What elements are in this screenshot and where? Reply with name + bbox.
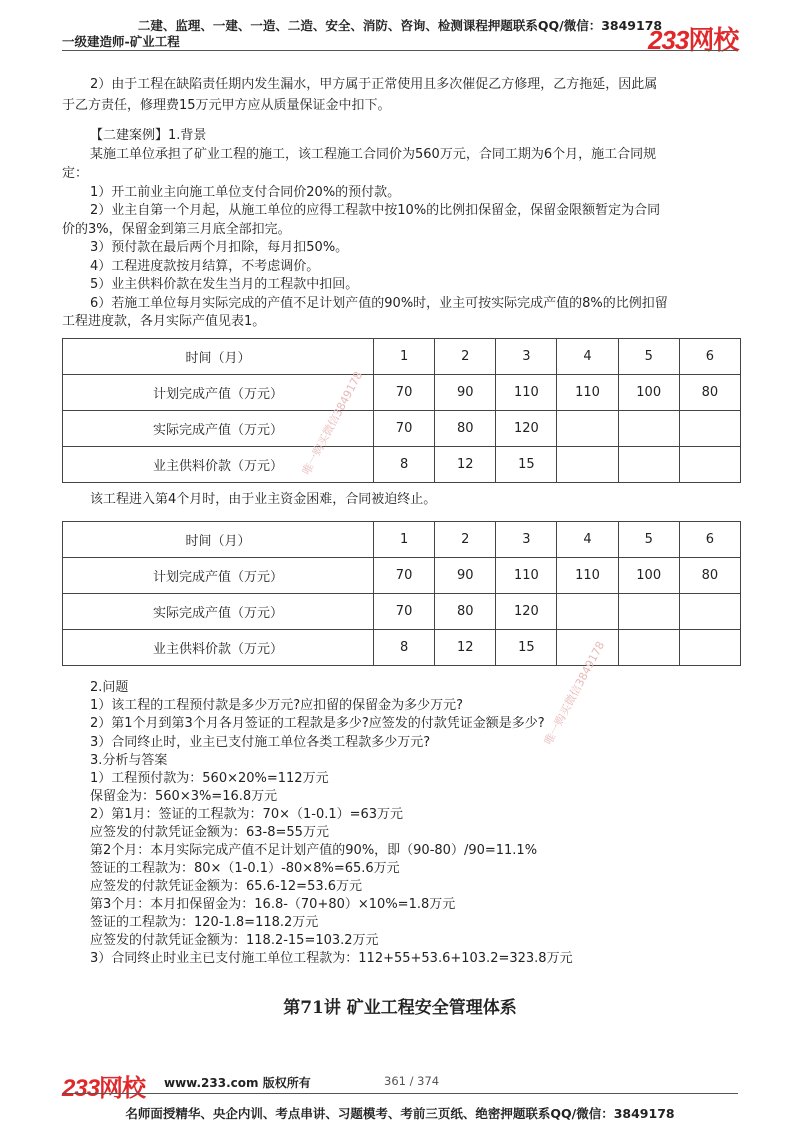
background-line: 3）预付款在最后两个月扣除，每月扣50%。 [90, 240, 349, 255]
table-cell: 1 [374, 339, 435, 375]
page-number: 361 / 374 [384, 1074, 440, 1088]
qa-line: 应签发的付款凭证金额为：118.2-15=103.2万元 [90, 933, 379, 948]
table-cell: 120 [496, 594, 557, 630]
table-cell: 2 [435, 522, 496, 558]
footer-divider [62, 1093, 738, 1094]
table-cell: 110 [557, 558, 618, 594]
table-row [63, 411, 741, 447]
table-cell: 5 [618, 339, 679, 375]
table-cell: 80 [435, 594, 496, 630]
watermark: 唯一购买微信3849178 [299, 369, 366, 478]
table-cell [557, 447, 618, 483]
table-cell: 70 [374, 375, 435, 411]
table-cell: 12 [435, 447, 496, 483]
background-line: 定： [62, 166, 89, 181]
table-cell: 90 [435, 375, 496, 411]
table-cell: 计划完成产值（万元） [63, 558, 374, 594]
footer-site[interactable]: www.233.com 版权所有 [164, 1076, 311, 1090]
table-row [63, 447, 741, 483]
table-cell: 90 [435, 558, 496, 594]
table-cell: 时间（月） [63, 522, 374, 558]
table-row [63, 558, 741, 594]
background-line: 5）业主供料价款在发生当月的工程款中扣回。 [90, 277, 359, 292]
case-heading: 【二建案例】1.背景 [90, 128, 207, 143]
table-cell: 业主供料价款（万元） [63, 630, 374, 666]
table-cell: 70 [374, 594, 435, 630]
table-cell [679, 447, 740, 483]
table-cell [557, 594, 618, 630]
table-cell: 业主供料价款（万元） [63, 447, 374, 483]
background-line: 价的3%，保留金到第三月底全部扣完。 [62, 222, 291, 237]
qa-line: 1）工程预付款为：560×20%=112万元 [90, 771, 329, 786]
output-value-table [62, 338, 741, 483]
qa-line: 1）该工程的工程预付款是多少万元?应扣留的保留金为多少万元? [90, 698, 464, 713]
table-row [63, 594, 741, 630]
qa-line: 2.问题 [90, 680, 129, 695]
table-cell [618, 630, 679, 666]
table-cell: 70 [374, 411, 435, 447]
table-cell: 3 [496, 522, 557, 558]
table-cell: 80 [679, 558, 740, 594]
header-logo [648, 20, 738, 57]
qa-line: 第2个月：本月实际完成产值不足计划产值的90%，即（90-80）/90=11.1% [90, 843, 538, 858]
table-cell: 110 [496, 558, 557, 594]
background-line: 工程进度款，各月实际产值见表1。 [62, 314, 266, 329]
table-cell: 8 [374, 447, 435, 483]
table-cell: 8 [374, 630, 435, 666]
table-cell: 12 [435, 630, 496, 666]
qa-line: 签证的工程款为：120-1.8=118.2万元 [90, 915, 319, 930]
qa-line: 保留金为：560×3%=16.8万元 [90, 789, 278, 804]
table-cell [679, 630, 740, 666]
table-cell [618, 411, 679, 447]
background-line: 6）若施工单位每月实际完成的产值不足计划产值的90%时，业主可按实际完成产值的8%的比例扣留 [90, 296, 668, 311]
intro-line-1: 2）由于工程在缺陷责任期内发生漏水，甲方属于正常使用且多次催促乙方修理，乙方拖延，因此属 [90, 77, 658, 92]
termination-note: 该工程进入第4个月时，由于业主资金困难，合同被迫终止。 [90, 492, 437, 507]
output-value-table-repeat [62, 521, 741, 666]
qa-line: 应签发的付款凭证金额为：63-8=55万元 [90, 825, 329, 840]
table-row [63, 375, 741, 411]
table-cell: 6 [679, 339, 740, 375]
table-cell: 4 [557, 522, 618, 558]
qa-line: 签证的工程款为：80×（1-0.1）-80×8%=65.6万元 [90, 861, 400, 876]
background-line: 1）开工前业主向施工单位支付合同价20%的预付款。 [90, 185, 401, 200]
table-cell: 110 [496, 375, 557, 411]
table-cell [618, 594, 679, 630]
header-divider [62, 50, 738, 51]
table-cell: 15 [496, 447, 557, 483]
table-cell: 120 [496, 411, 557, 447]
table-cell: 80 [435, 411, 496, 447]
background-line: 2）业主自第一个月起，从施工单位的应得工程款中按10%的比例扣保留金，保留金限额暂定为合同 [90, 203, 661, 218]
qa-line: 3.分析与答案 [90, 753, 168, 768]
table-cell: 实际完成产值（万元） [63, 594, 374, 630]
footer-logo-text: 网校 [99, 1075, 146, 1102]
table-row [63, 630, 741, 666]
table-cell: 100 [618, 375, 679, 411]
table-cell [557, 411, 618, 447]
table-cell: 3 [496, 339, 557, 375]
table-cell: 计划完成产值（万元） [63, 375, 374, 411]
intro-line-2: 于乙方责任，修理费15万元甲方应从质量保证金中扣下。 [62, 98, 391, 113]
table-cell: 5 [618, 522, 679, 558]
table-cell: 110 [557, 375, 618, 411]
watermark: 唯一购买微信3849178 [541, 639, 608, 748]
header-logo-num: 233 [648, 25, 689, 55]
table-cell: 100 [618, 558, 679, 594]
qa-line: 应签发的付款凭证金额为：65.6-12=53.6万元 [90, 879, 363, 894]
qa-line: 3）合同终止时业主已支付施工单位工程款为：112+55+53.6+103.2=323.8万元 [90, 951, 573, 966]
table-cell [679, 411, 740, 447]
table-cell: 15 [496, 630, 557, 666]
background-line: 某施工单位承担了矿业工程的施工，该工程施工合同价为560万元，合同工期为6个月，施工合同规 [90, 147, 657, 162]
header-contact-line: 二建、监理、一建、一造、二造、安全、消防、咨询、检测课程押题联系QQ/微信：3849178 [137, 18, 663, 33]
background-line: 4）工程进度款按月结算，不考虑调价。 [90, 259, 320, 274]
qa-line: 第3个月：本月扣保留金为：16.8-（70+80）×10%=1.8万元 [90, 897, 456, 912]
table-cell: 2 [435, 339, 496, 375]
table-cell: 70 [374, 558, 435, 594]
table-cell: 时间（月） [63, 339, 374, 375]
header-logo-text: 网校 [688, 25, 739, 55]
table-cell: 80 [679, 375, 740, 411]
footer-logo-num: 233 [62, 1075, 100, 1102]
table-header-row [63, 339, 741, 375]
table-cell: 4 [557, 339, 618, 375]
header-subtitle: 一级建造师-矿业工程 [62, 34, 180, 49]
table-cell [618, 447, 679, 483]
qa-line: 3）合同终止时，业主已支付施工单位各类工程款多少万元? [90, 735, 431, 750]
footer-logo [62, 1068, 145, 1103]
table-cell: 1 [374, 522, 435, 558]
table-cell [679, 594, 740, 630]
table-header-row [63, 522, 741, 558]
qa-line: 2）第1月：签证的工程款为：70×（1-0.1）=63万元 [90, 807, 404, 822]
table-cell: 实际完成产值（万元） [63, 411, 374, 447]
table-cell: 6 [679, 522, 740, 558]
section-title: 第71讲 矿业工程安全管理体系 [283, 998, 517, 1018]
footer-contact-line: 名师面授精华、央企内训、考点串讲、习题模考、考前三页纸、绝密押题联系QQ/微信：3849178 [125, 1106, 675, 1121]
qa-line: 2）第1个月到第3个月各月签证的工程款是多少?应签发的付款凭证金额是多少? [90, 716, 545, 731]
